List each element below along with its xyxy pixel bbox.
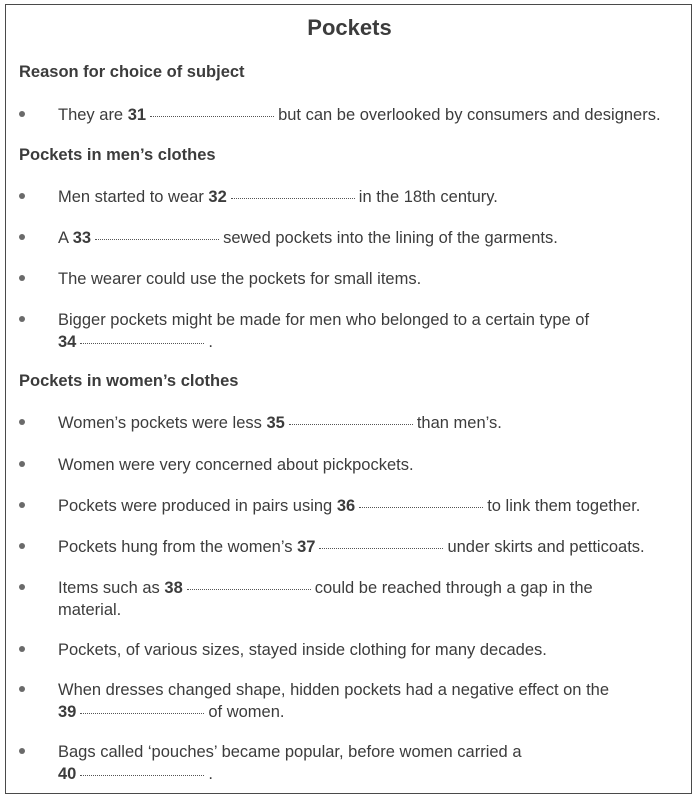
question-number: 32 — [208, 188, 227, 206]
note-text: When dresses changed shape, hidden pockets had a negative effect on the 39 of women. — [58, 681, 610, 721]
note-text: Men started to wear 32 in the 18th century. — [58, 188, 498, 206]
bullet-icon — [19, 419, 25, 425]
note-text: Bigger pockets might be made for men who belonged to a certain type of 34 . — [58, 311, 590, 351]
note-text: Pockets, of various sizes, stayed inside clothing for many decades. — [58, 641, 547, 659]
answer-gap-39[interactable] — [80, 713, 204, 714]
note-text: Bags called ‘pouches’ became popular, before women carried a 40 . — [58, 743, 522, 783]
question-number: 33 — [72, 229, 92, 247]
bullet-icon — [19, 584, 25, 590]
answer-gap-32[interactable] — [231, 198, 355, 199]
note-text: Pockets were produced in pairs using 36 to link them together. — [58, 497, 641, 515]
note-text: Items such as 38 could be reached through a gap in the material. — [58, 579, 593, 619]
bullet-icon — [19, 316, 25, 322]
page-title: Pockets — [307, 15, 392, 40]
question-number: 40 — [58, 765, 77, 783]
note-text: The wearer could use the pockets for small items. — [58, 270, 422, 288]
note-text: They are 31 but can be overlooked by consumers and designers. — [58, 106, 661, 124]
answer-gap-37[interactable] — [319, 548, 443, 549]
section-heading-men: Pockets in men’s clothes — [19, 146, 216, 164]
section-heading-women: Pockets in women’s clothes — [19, 372, 239, 390]
note-text: Women’s pockets were less 35 than men’s. — [58, 414, 502, 432]
question-number: 37 — [297, 538, 316, 556]
bullet-icon — [19, 543, 25, 549]
question-number: 34 — [58, 333, 77, 351]
question-number: 38 — [164, 579, 183, 597]
bullet-icon — [19, 686, 25, 692]
question-number: 31 — [127, 106, 147, 124]
answer-gap-36[interactable] — [359, 507, 483, 508]
bullet-icon — [19, 646, 25, 652]
bullet-icon — [19, 502, 25, 508]
note-text: A 33 sewed pockets into the lining of the garments. — [58, 229, 558, 247]
note-text: Women were very concerned about pickpockets. — [58, 456, 414, 474]
bullet-icon — [19, 748, 25, 754]
bullet-icon — [19, 234, 25, 240]
question-number: 39 — [58, 703, 77, 721]
question-number: 35 — [266, 414, 285, 432]
answer-gap-38[interactable] — [187, 589, 311, 590]
note-text: Pockets hung from the women’s 37 under skirts and petticoats. — [58, 538, 645, 556]
bullet-icon — [19, 111, 25, 117]
answer-gap-31[interactable] — [150, 116, 274, 117]
bullet-icon — [19, 193, 25, 199]
bullet-icon — [19, 275, 25, 281]
question-number: 36 — [336, 497, 356, 515]
answer-gap-40[interactable] — [80, 775, 204, 776]
section-heading-reason: Reason for choice of subject — [19, 63, 245, 81]
answer-gap-35[interactable] — [289, 424, 413, 425]
bullet-icon — [19, 461, 25, 467]
answer-gap-33[interactable] — [95, 239, 219, 240]
answer-gap-34[interactable] — [80, 343, 204, 344]
